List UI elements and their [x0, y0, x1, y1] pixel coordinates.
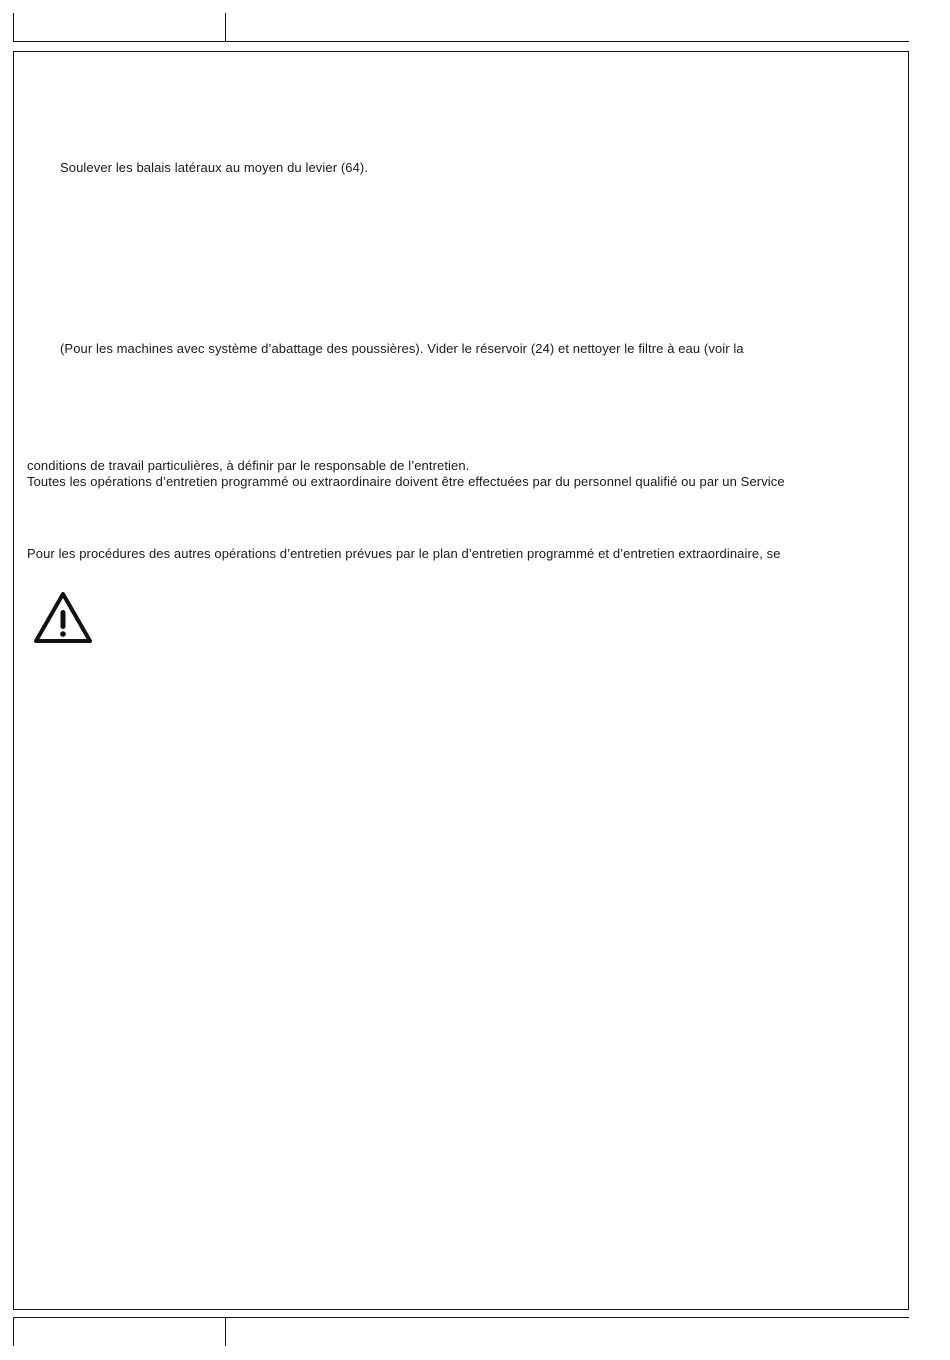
header-rule [13, 41, 909, 42]
warning-triangle-icon [33, 590, 93, 645]
footer-rule [13, 1317, 909, 1318]
paragraph-qualified-personnel: Toutes les opérations d’entretien programmé ou extraordinaire doivent être effectuées par du personnel qualifié ou par un Service [27, 474, 785, 489]
paragraph-dust-control: (Pour les machines avec système d’abattage des poussières). Vider le réservoir (24) et nettoyer le filtre à eau (voir la [60, 341, 744, 356]
header-divider-tick [225, 13, 226, 42]
header-left-tick [13, 13, 14, 42]
footer-divider-tick [225, 1317, 226, 1346]
paragraph-work-conditions: conditions de travail particulières, à définir par le responsable de l’entretien. [27, 458, 470, 473]
footer-left-tick [13, 1317, 14, 1346]
paragraph-other-procedures: Pour les procédures des autres opérations d’entretien prévues par le plan d’entretien programmé et d’entretien extraordinaire, se [27, 546, 781, 561]
content-frame [13, 51, 909, 1310]
paragraph-lift-side-brooms: Soulever les balais latéraux au moyen du levier (64). [60, 160, 369, 175]
